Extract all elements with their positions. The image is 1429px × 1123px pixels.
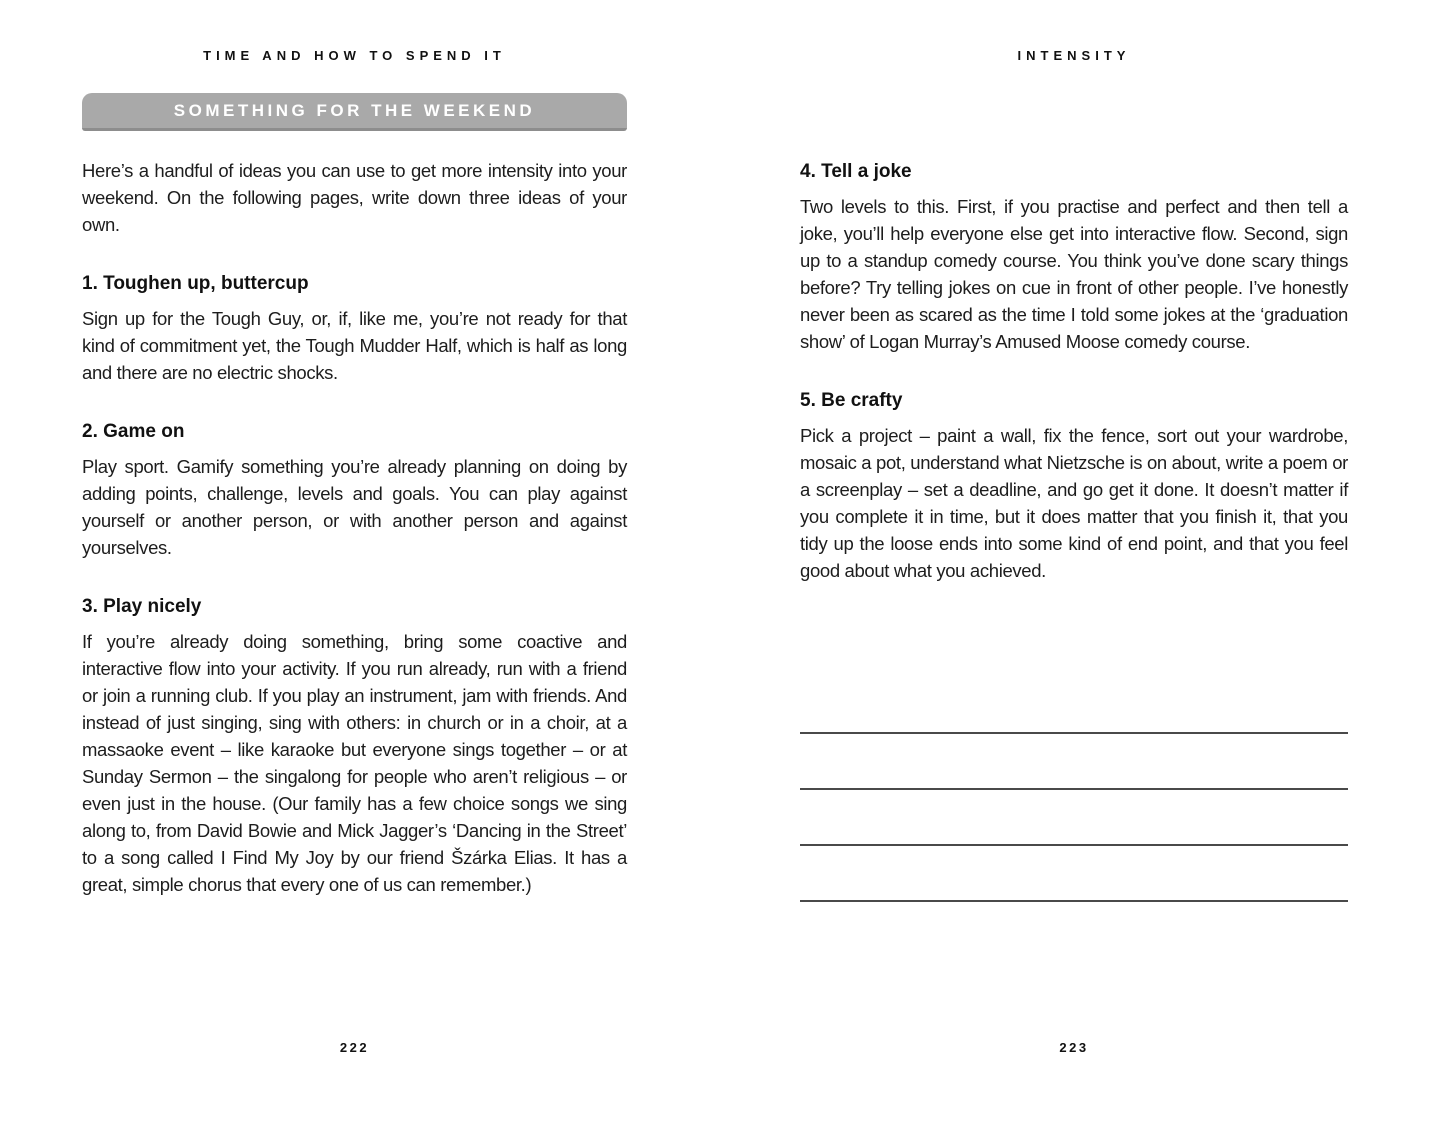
section-banner xyxy=(82,93,627,131)
section-body-4: Two levels to this. First, if you practise and perfect and then tell a joke, you’ll help everyone else get into interactive flow. Second, sign up to a standup comedy course. You think you’ve done scary things before? Try telling jokes on cue in front of other people. I’ve honestly never been as scared as the time I told some jokes at the ‘graduation show’ of Logan Murray’s Amused Moose comedy course. xyxy=(800,196,1348,352)
section-body-3: If you’re already doing something, bring some coactive and interactive flow into your activity. If you run already, run with a friend or join a running club. If you play an instrument, jam with friends. And instead of just singing, sing with others: in church or in a choir, at a massaoke event – like karaoke but everyone sings together – or at Sunday Sermon – the singalong for people who aren’t religious – or even just in the house. (Our family has a few choice songs we sing along to, from David Bowie and Mick Jagger’s ‘Dancing in the Street’ to a song called I Find My Joy by our friend Šzárka Elias. It has a great, simple chorus that every one of us can remember.) xyxy=(82,631,627,895)
writing-line xyxy=(800,788,1348,790)
section-heading-3: 3. Play nicely xyxy=(82,596,202,617)
page-right xyxy=(800,0,1348,1123)
page-number-left: 222 xyxy=(339,1040,370,1055)
writing-line xyxy=(800,732,1348,734)
section-heading-5: 5. Be crafty xyxy=(800,390,903,411)
writing-lines-area xyxy=(800,732,1348,902)
running-head-left: TIME AND HOW TO SPEND IT xyxy=(203,48,506,63)
page-number-right: 223 xyxy=(1059,1040,1089,1055)
section-body-5: Pick a project – paint a wall, fix the fence, sort out your wardrobe, mosaic a pot, understand what Nietzsche is on about, write a poem or a screenplay – set a deadline, and go get it done. It doesn’t matter if you complete it in time, but it does matter that you finish it, that you tidy up the loose ends into some kind of end point, and that you feel good about what you achieved. xyxy=(800,425,1348,581)
section-body-2: Play sport. Gamify something you’re already planning on doing by adding points, challenge, levels and goals. You can play against yourself or another person, or with another person and against yourselves. xyxy=(82,456,627,558)
section-heading-1: 1. Toughen up, buttercup xyxy=(82,273,309,294)
writing-line xyxy=(800,900,1348,902)
intro-paragraph: Here’s a handful of ideas you can use to get more intensity into your weekend. On the following pages, write down three ideas of your own. xyxy=(82,160,627,235)
section-body-1: Sign up for the Tough Guy, or, if, like me, you’re not ready for that kind of commitment yet, the Tough Mudder Half, which is half as long and there are no electric shocks. xyxy=(82,308,627,383)
page-left xyxy=(82,0,627,1123)
section-heading-4: 4. Tell a joke xyxy=(800,161,912,182)
writing-line xyxy=(800,844,1348,846)
section-heading-2: 2. Game on xyxy=(82,421,185,442)
section-banner-label: SOMETHING FOR THE WEEKEND xyxy=(173,101,536,120)
running-head-right: INTENSITY xyxy=(1017,48,1131,63)
